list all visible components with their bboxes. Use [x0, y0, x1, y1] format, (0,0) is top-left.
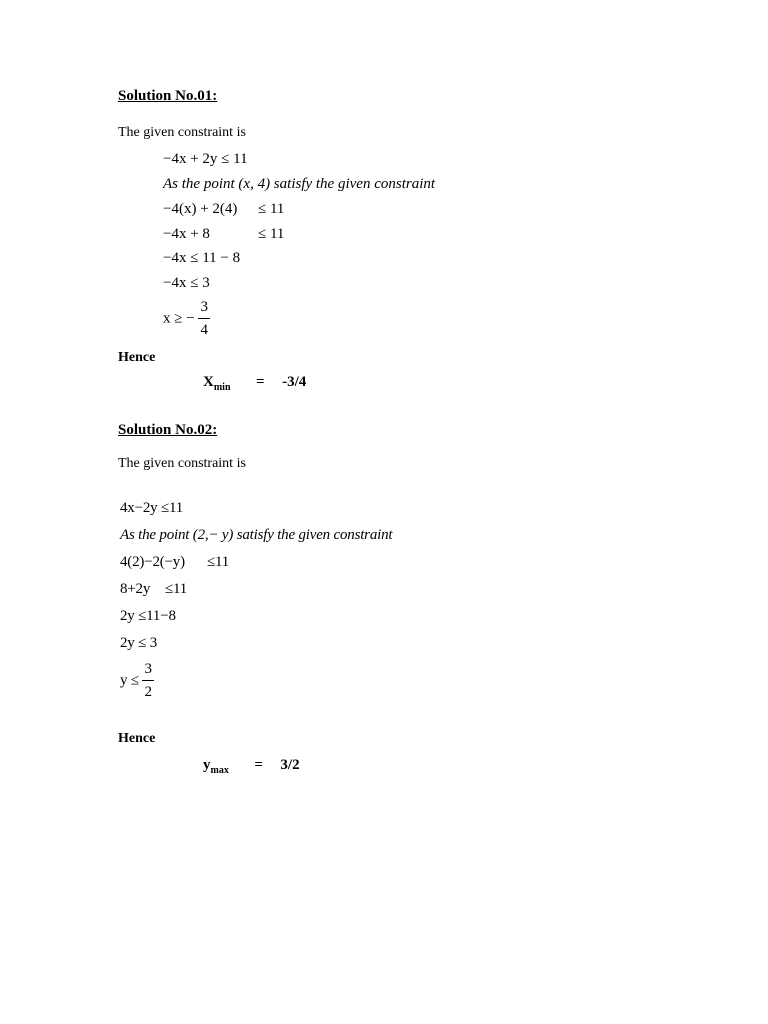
s2-equation-6: 2y ≤ 3	[120, 635, 158, 651]
solution-2-intro: The given constraint is	[118, 456, 246, 471]
s1-result-equals: =	[256, 374, 265, 390]
s1-equation-3-lhs: −4(x) + 2(4)	[163, 201, 238, 217]
s1-equation-4-rhs: ≤ 11	[258, 226, 285, 242]
solution-2-hence: Hence	[118, 731, 156, 746]
s1-equation-1: −4x + 2y ≤ 11	[163, 151, 248, 167]
s1-equation-2: As the point (x, 4) satisfy the given constraint	[163, 176, 436, 192]
s2-fraction-denominator: 2	[144, 684, 152, 700]
s1-result-value: -3/4	[282, 374, 307, 390]
s2-fraction	[142, 662, 153, 700]
s2-result-variable: y	[203, 757, 211, 773]
s1-equation-5: −4x ≤ 11 − 8	[163, 250, 241, 266]
s2-fraction-numerator: 3	[142, 662, 153, 681]
s1-fraction-numerator: 3	[198, 300, 210, 319]
s1-fraction	[198, 300, 210, 338]
s2-equation-3-lhs: 4(2)−2(−y)	[120, 554, 185, 570]
s1-fraction-denominator: 4	[200, 322, 208, 338]
solution-1-intro: The given constraint is	[118, 125, 246, 140]
s2-equation-2: As the point (2,− y) satisfy the given constraint	[120, 527, 393, 543]
s2-equation-4-lhs: 8+2y	[120, 581, 151, 597]
s2-equation-3-rhs: ≤11	[207, 554, 230, 570]
solution-1-heading: Solution No.01:	[118, 88, 218, 104]
s2-result-equals: =	[254, 757, 263, 773]
s2-equation-7	[120, 662, 154, 700]
s2-eq7-lhs: y ≤	[120, 672, 139, 689]
s1-result-variable: X	[203, 374, 214, 390]
solution-2-result	[203, 757, 300, 776]
s2-equation-4-rhs: ≤11	[165, 581, 188, 597]
s1-equation-3-rhs: ≤ 11	[258, 201, 285, 217]
solution-1-hence: Hence	[118, 350, 156, 365]
s1-equation-4-lhs: −4x + 8	[163, 226, 210, 242]
solution-1-result	[203, 374, 306, 393]
solution-2-heading: Solution No.02:	[118, 422, 218, 438]
s2-result-value: 3/2	[280, 757, 300, 773]
s1-equation-7	[163, 300, 210, 338]
s2-equation-1: 4x−2y ≤11	[120, 500, 184, 516]
s1-result-subscript: min	[213, 382, 231, 393]
s2-result-subscript: max	[210, 765, 229, 776]
s1-equation-6: −4x ≤ 3	[163, 275, 210, 291]
s1-eq7-lhs: x ≥ −	[163, 310, 195, 327]
s2-equation-5: 2y ≤11−8	[120, 608, 176, 624]
